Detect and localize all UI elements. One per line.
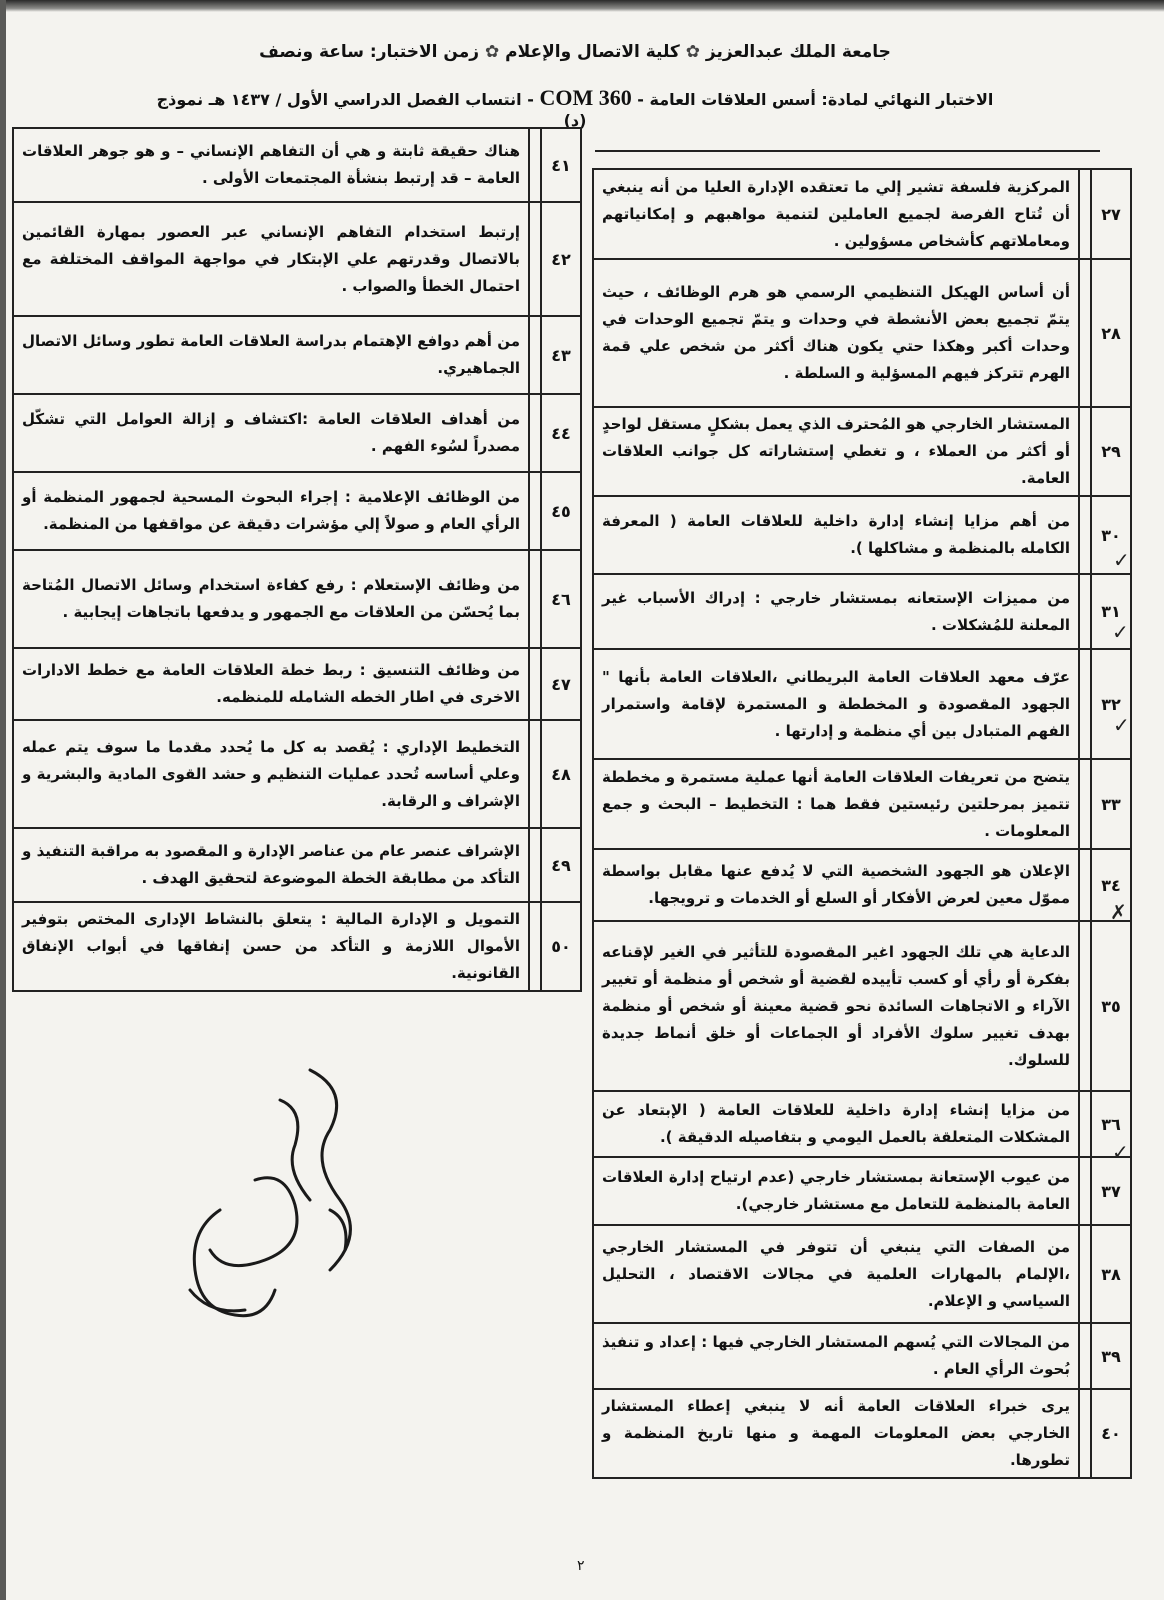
answer-gap — [1079, 849, 1091, 921]
question-number: ٣٧ — [1091, 1157, 1131, 1225]
answer-gap — [1079, 921, 1091, 1091]
question-row — [593, 1389, 1131, 1478]
question-number: ٤٧ — [541, 648, 581, 720]
answer-gap — [1079, 649, 1091, 759]
answer-gap — [1079, 1323, 1091, 1389]
exam-header-line2 — [150, 85, 1000, 130]
question-number: ٣٤ — [1091, 849, 1131, 921]
flower-icon: ✿ — [685, 42, 700, 62]
question-number: ٤٩ — [541, 828, 581, 902]
question-number: ٢٨ — [1091, 259, 1131, 407]
question-text: من وظائف الإستعلام : رفع كفاءة استخدام وسائل الاتصال المُتاحة بما يُحسّن من العلاقات مع الجمهور و يدفعها باتجاهات إيجابية . — [13, 550, 529, 648]
answer-gap — [1079, 1389, 1091, 1478]
question-row — [13, 828, 581, 902]
answer-gap — [529, 550, 541, 648]
question-number: ٤٣ — [541, 316, 581, 394]
question-text: من الصفات التي ينبغي أن تتوفر في المستشار الخارجي ،الإلمام بالمهارات العلمية في مجالات الاقتصاد ، التحليل السياسي و الإعلام. — [593, 1225, 1079, 1323]
question-row — [593, 574, 1131, 649]
question-row — [593, 1225, 1131, 1323]
question-row — [593, 649, 1131, 759]
question-text: من مزايا إنشاء إدارة داخلية للعلاقات العامة ( الإبتعاد عن المشكلات المتعلقة بالعمل اليومي و بتفاصيله الدقيقة ). — [593, 1091, 1079, 1157]
answer-gap — [529, 648, 541, 720]
question-row — [593, 1323, 1131, 1389]
question-row — [593, 169, 1131, 259]
course-code: COM 360 — [539, 85, 632, 110]
question-row — [593, 1091, 1131, 1157]
question-row — [593, 759, 1131, 849]
answer-gap — [529, 828, 541, 902]
question-row — [13, 394, 581, 472]
question-number: ٣١ — [1091, 574, 1131, 649]
question-number: ٤٢ — [541, 202, 581, 316]
question-number: ٤٠ — [1091, 1389, 1131, 1478]
question-row — [13, 902, 581, 991]
question-text: من مميزات الإستعانه بمستشار خارجي : إدراك الأسباب غير المعلنة للمُشكلات . — [593, 574, 1079, 649]
question-text: المركزية فلسفة تشير إلي ما تعتقده الإدارة العليا من أنه ينبغي أن تُتاح الفرصة لجميع العاملين لتنمية مواهبهم و إمكانياتهم ومعاملاتهم كأشخاص مسؤولين . — [593, 169, 1079, 259]
question-row — [13, 128, 581, 202]
answer-gap — [1079, 574, 1091, 649]
question-number: ٣٢ — [1091, 649, 1131, 759]
question-row — [593, 407, 1131, 496]
flower-icon: ✿ — [484, 42, 500, 62]
university-name: جامعة الملك عبدالعزيز — [705, 42, 891, 62]
question-text: الدعاية هي تلك الجهود اغير المقصودة للتأثير في الغير لإقناعه بفكرة أو رأي أو كسب تأييده لقضية أو شخص أو منظمة أو تغيير الآراء و الاتجاهات السائدة نحو قضية معينة أو شخص أو منظمة بهدف تغيير سلوك الأفراد أو الجماعات أو خلق أنماط جديدة للسلوك. — [593, 921, 1079, 1091]
check-mark-icon: ✓ — [1113, 713, 1130, 737]
question-number: ٤٤ — [541, 394, 581, 472]
scan-top-edge — [0, 0, 1164, 12]
check-mark-icon: ✓ — [1112, 620, 1129, 644]
question-number: ٣٦ — [1091, 1091, 1131, 1157]
question-text: التخطيط الإداري : يُقصد به كل ما يُحدد مقدما ما سوف يتم عمله وعلي أساسه تُحدد عمليات التنظيم و حشد القوى المادية والبشرية و الإشراف و الرقابة. — [13, 720, 529, 828]
question-number: ٤٦ — [541, 550, 581, 648]
answer-gap — [529, 394, 541, 472]
exam-title: الاختبار النهائي لمادة: أسس العلاقات العامة - — [637, 90, 994, 109]
question-number: ٣٠ — [1091, 496, 1131, 574]
answer-gap — [529, 902, 541, 991]
header-rule — [595, 150, 1100, 152]
question-number: ٥٠ — [541, 902, 581, 991]
question-text: من الوظائف الإعلامية : إجراء البحوث المسحية لجمهور المنظمة أو الرأي العام و صولاً إلي مؤشرات دقيقة عن مواقفها من المنظمة. — [13, 472, 529, 550]
question-text: من أهم دوافع الإهتمام بدراسة العلاقات العامة تطور وسائل الاتصال الجماهيري. — [13, 316, 529, 394]
question-text: من أهداف العلاقات العامة :اكتشاف و إزالة العوامل التي تشكّل مصدراً لسُوء الفهم . — [13, 394, 529, 472]
question-text: من عيوب الإستعانة بمستشار خارجي (عدم ارتياح إدارة العلاقات العامة بالمنظمة للتعامل مع مستشار خارجي). — [593, 1157, 1079, 1225]
question-row — [13, 202, 581, 316]
question-row — [593, 1157, 1131, 1225]
answer-gap — [1079, 1157, 1091, 1225]
question-text: من المجالات التي يُسهم المستشار الخارجي فيها : إعداد و تنفيذ بُحوث الرأي العام . — [593, 1323, 1079, 1389]
answer-gap — [1079, 759, 1091, 849]
answer-gap — [529, 202, 541, 316]
answer-gap — [529, 128, 541, 202]
college-name: كلية الاتصال والإعلام — [505, 42, 680, 62]
exam-header-line1 — [150, 42, 1000, 62]
question-number: ٣٥ — [1091, 921, 1131, 1091]
question-text: أن أساس الهيكل التنظيمي الرسمي هو هرم الوظائف ، حيث يتمّ تجميع بعض الأنشطة في وحدات و يتمّ تجميع الوحدات في وحدات أكبر وهكذا حتي يكون هناك أكثر من شخص علي قمة الهرم تتركز فيهم المسؤلية و السلطة . — [593, 259, 1079, 407]
question-text: من وظائف التنسيق : ربط خطة العلاقات العامة مع خطط الادارات الاخرى في اطار الخطه الشامله للمنظمه. — [13, 648, 529, 720]
question-text: التمويل و الإدارة المالية : يتعلق بالنشاط الإدارى المختص بتوفير الأموال اللازمة و التأكد من حسن إنفاقها في أبواب الإنفاق القانونية. — [13, 902, 529, 991]
answer-gap — [529, 472, 541, 550]
question-text: يرى خبراء العلاقات العامة أنه لا ينبغي إعطاء المستشار الخارجي بعض المعلومات المهمة و منها تاريخ المنظمة و تطورها. — [593, 1389, 1079, 1478]
question-text: إرتبط استخدام التفاهم الإنساني عبر العصور بمهارة القائمين بالاتصال وقدرتهم علي الإبتكار في مواجهة المواقف المختلفة مع احتمال الخطأ والصواب . — [13, 202, 529, 316]
question-number: ٣٨ — [1091, 1225, 1131, 1323]
question-row — [13, 472, 581, 550]
scan-left-edge — [0, 0, 6, 1600]
questions-right-column — [592, 168, 1132, 1479]
answer-gap — [1079, 407, 1091, 496]
question-row — [593, 849, 1131, 921]
exam-duration: زمن الاختبار: ساعة ونصف — [259, 42, 480, 62]
question-text: من أهم مزايا إنشاء إدارة داخلية للعلاقات العامة ( المعرفة الكامله بالمنظمة و مشاكلها ). — [593, 496, 1079, 574]
question-text: الإشراف عنصر عام من عناصر الإدارة و المقصود به مراقبة التنفيذ و التأكد من مطابقة الخطة الموضوعة لتحقيق الهدف . — [13, 828, 529, 902]
check-mark-icon: ✓ — [1112, 1140, 1129, 1164]
question-row — [593, 496, 1131, 574]
question-number: ٤٨ — [541, 720, 581, 828]
question-row — [13, 648, 581, 720]
question-number: ٤٥ — [541, 472, 581, 550]
question-text: هناك حقيقة ثابتة و هي أن التفاهم الإنساني – و هو جوهر العلاقات العامة – قد إرتبط بنشأة المجتمعات الأولى . — [13, 128, 529, 202]
question-number: ٣٣ — [1091, 759, 1131, 849]
questions-left-column — [12, 127, 582, 992]
cross-mark-icon: ✗ — [1110, 900, 1127, 924]
question-number: ٤١ — [541, 128, 581, 202]
page-number: ٢ — [577, 1558, 585, 1574]
handwritten-signature — [160, 1060, 390, 1340]
answer-gap — [1079, 1225, 1091, 1323]
answer-gap — [529, 720, 541, 828]
question-text: المستشار الخارجي هو المُحترف الذي يعمل بشكلٍ مستقل لواحدٍ أو أكثر من العملاء ، و تغطي إستشاراته كل جوانب العلاقات العامة. — [593, 407, 1079, 496]
answer-gap — [529, 316, 541, 394]
question-row — [13, 720, 581, 828]
question-text: الإعلان هو الجهود الشخصية التي لا يُدفع عنها مقابل بواسطة مموّل معين لعرض الأفكار أو السلع أو الخدمات و ترويجها. — [593, 849, 1079, 921]
check-mark-icon: ✓ — [1113, 548, 1130, 572]
question-row — [593, 921, 1131, 1091]
semester-info: - انتساب الفصل الدراسي الأول / ١٤٣٧ هـ نموذج (د) — [156, 90, 587, 130]
question-text: يتضح من تعريفات العلاقات العامة أنها عملية مستمرة و مخططة تتميز بمرحلتين رئيستين فقط هما : التخطيط – البحث و جمع المعلومات . — [593, 759, 1079, 849]
answer-gap — [1079, 169, 1091, 259]
question-row — [13, 550, 581, 648]
question-number: ٢٩ — [1091, 407, 1131, 496]
question-number: ٣٩ — [1091, 1323, 1131, 1389]
answer-gap — [1079, 496, 1091, 574]
question-number: ٢٧ — [1091, 169, 1131, 259]
question-row — [593, 259, 1131, 407]
answer-gap — [1079, 1091, 1091, 1157]
question-text: عرّف معهد العلاقات العامة البريطاني ،العلاقات العامة بأنها " الجهود المقصودة و المخططة و المستمرة لإقامة واستمرار الفهم المتبادل بين أي منظمة و إدارتها . — [593, 649, 1079, 759]
question-row — [13, 316, 581, 394]
answer-gap — [1079, 259, 1091, 407]
